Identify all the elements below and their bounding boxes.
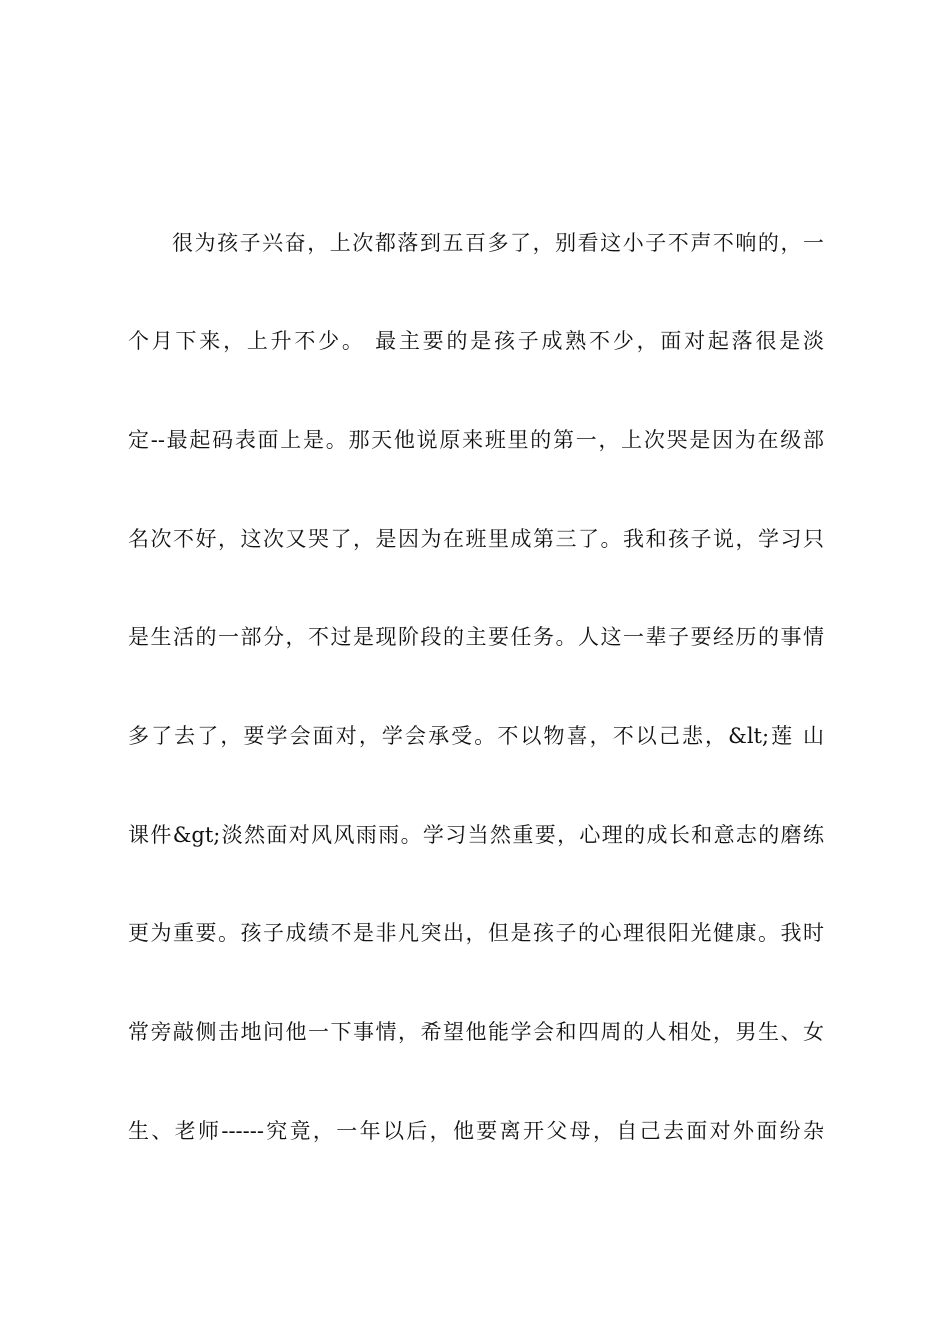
- paragraph-line-6: 多了去了，要学会面对，学会承受。不以物喜，不以己悲，&lt;莲 山: [128, 724, 824, 748]
- paragraph-line-5: 是生活的一部分，不过是现阶段的主要任务。人这一辈子要经历的事情: [128, 625, 824, 649]
- paragraph-line-2: 个月下来，上升不少。 最主要的是孩子成熟不少，面对起落很是淡: [128, 329, 824, 353]
- paragraph-line-4: 名次不好，这次又哭了，是因为在班里成第三了。我和孩子说，学习只: [128, 527, 824, 551]
- paragraph-line-9: 常旁敲侧击地问他一下事情，希望他能学会和四周的人相处，男生、女: [128, 1020, 824, 1044]
- paragraph-line-3: 定--最起码表面上是。那天他说原来班里的第一，上次哭是因为在级部: [128, 428, 824, 452]
- paragraph-line-8: 更为重要。孩子成绩不是非凡突出，但是孩子的心理很阳光健康。我时: [128, 921, 824, 945]
- paragraph-line-7: 课件&gt;淡然面对风风雨雨。学习当然重要，心理的成长和意志的磨练: [128, 823, 824, 847]
- paragraph-line-10: 生、老师------究竟，一年以后，他要离开父母，自己去面对外面纷杂: [128, 1119, 824, 1143]
- paragraph-line-1: 很为孩子兴奋，上次都落到五百多了，别看这小子不声不响的，一: [172, 231, 824, 255]
